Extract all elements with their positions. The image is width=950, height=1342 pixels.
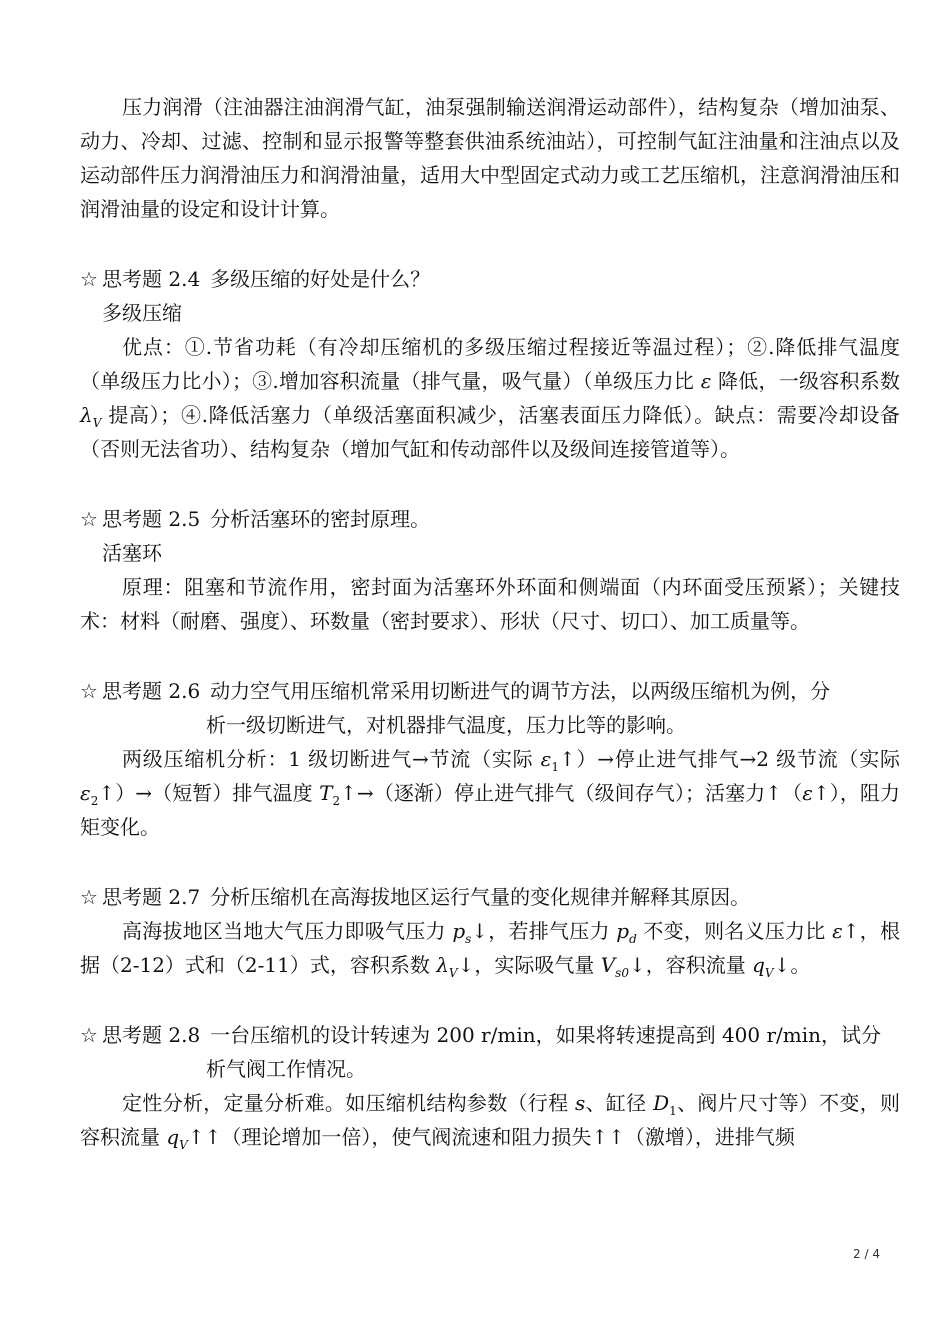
question-text-continued: 析气阀工作情况。 xyxy=(206,1057,366,1081)
star-icon: ☆ xyxy=(80,1023,98,1047)
answer-2-4: 优点：①.节省功耗（有冷却压缩机的多级压缩过程接近等温过程）；②.降低排气温度（单级压力比小）；③.增加容积流量（排气量，吸气量）（单级压力比 ε 降低，一级容积系数 $\lambda_V$ 提高）；④.降低活塞力（单级活塞面积减少，活塞表面压力降低）。缺点：需要冷却设备（否则无法省功）、结构复杂（增加气缸和传动部件以及级间连接管道等）。 xyxy=(80,335,900,461)
star-icon: ☆ xyxy=(80,267,98,291)
answer-2-5: 原理：阻塞和节流作用，密封面为活塞环外环面和侧端面（内环面受压预紧）；关键技术：材料（耐磨、强度）、环数量（密封要求）、形状（尺寸、切口）、加工质量等。 xyxy=(80,575,900,633)
page-number: 2 / 4 xyxy=(853,1247,880,1261)
question-2-4 xyxy=(80,262,900,296)
question-2-8 xyxy=(80,1018,900,1052)
question-text-continued: 析一级切断进气，对机器排气温度，压力比等的影响。 xyxy=(206,713,686,737)
answer-2-8: 定性分析，定量分析难。如压缩机结构参数（行程 s、缸径 $D_1$、阀片尺寸等）不变，则容积流量 $q_V↑↑$（理论增加一倍），使气阀流速和阻力损失↑↑（激增），进排气频 xyxy=(80,1091,901,1152)
question-number: 思考题 2.8 xyxy=(102,1023,201,1047)
document-body xyxy=(80,90,900,1154)
question-text: 分析压缩机在高海拔地区运行气量的变化规律并解释其原因。 xyxy=(210,885,751,909)
question-2-5 xyxy=(80,502,900,536)
question-number: 思考题 2.7 xyxy=(102,885,201,909)
star-icon: ☆ xyxy=(80,679,98,703)
answer-2-7: 高海拔地区当地大气压力即吸气压力 $p_s↓$，若排气压力 $p_d$ 不变，则名义压力比 ε↑，根据（2-12）式和（2-11）式，容积系数 $\lambda_V↓$，实际吸气量 $V_{s0}↓$，容积流量 $q_V↓$。 xyxy=(80,919,901,980)
question-2-6 xyxy=(80,674,900,708)
question-number: 思考题 2.4 xyxy=(102,267,201,291)
question-text: 分析活塞环的密封原理。 xyxy=(210,507,431,531)
answer-heading: 活塞环 xyxy=(102,541,162,565)
question-number: 思考题 2.6 xyxy=(102,679,201,703)
answer-heading: 多级压缩 xyxy=(102,301,182,325)
question-number: 思考题 2.5 xyxy=(102,507,201,531)
star-icon: ☆ xyxy=(80,885,98,909)
question-2-7 xyxy=(80,880,900,914)
paragraph-pressure-lubrication: 压力润滑（注油器注油润滑气缸，油泵强制输送润滑运动部件），结构复杂（增加油泵、动力、冷却、过滤、控制和显示报警等整套供油系统油站），可控制气缸注油量和注油点以及运动部件压力润滑油压力和润滑油量，适用大中型固定式动力或工艺压缩机，注意润滑油压和润滑油量的设定和设计计算。 xyxy=(80,95,900,221)
answer-2-6: 两级压缩机分析：1 级切断进气→节流（实际 $\varepsilon_1↑)\to$停止进气排气→2 级节流（实际 $\varepsilon_2↑)\to$（短暂）排气温度 $T_2↑\to$（逐渐）停止进气排气（级间存气）；活塞力↑（ε↑），阻力矩变化。 xyxy=(80,747,901,839)
star-icon: ☆ xyxy=(80,507,98,531)
question-text: 多级压缩的好处是什么？ xyxy=(210,267,431,291)
question-text: 动力空气用压缩机常采用切断进气的调节方法，以两级压缩机为例，分 xyxy=(210,679,831,703)
question-text: 一台压缩机的设计转速为 200 r/min，如果将转速提高到 400 r/min，试分 xyxy=(210,1023,882,1047)
